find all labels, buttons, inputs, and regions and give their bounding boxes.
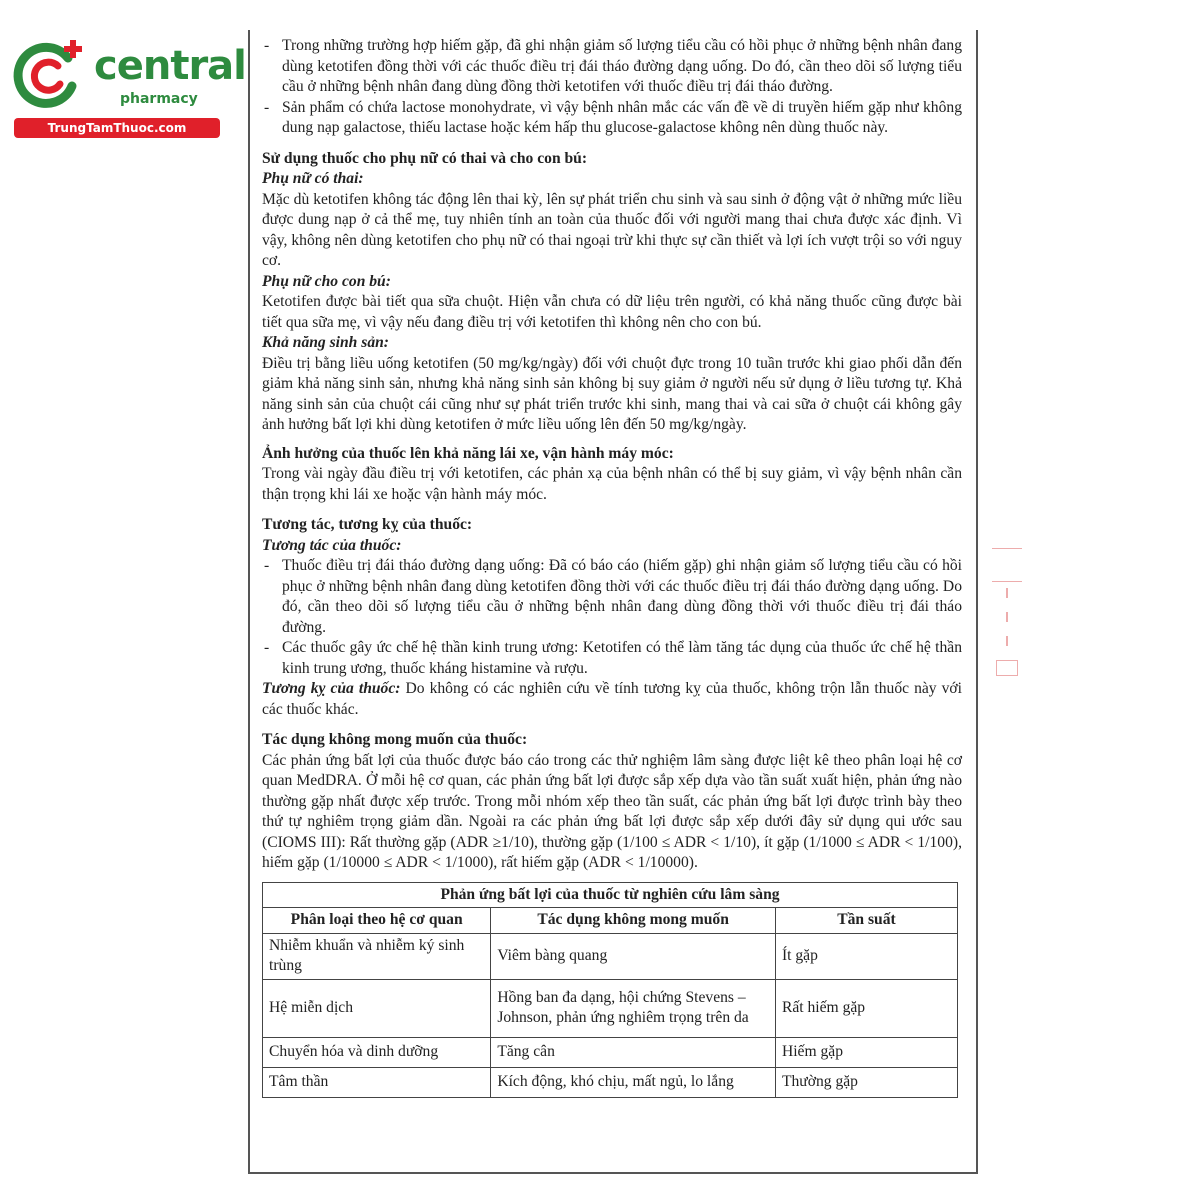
table-row	[263, 1067, 958, 1097]
table-row	[263, 1037, 958, 1067]
logo-name: central	[94, 43, 246, 89]
intro-bullet-list	[262, 36, 962, 139]
subheading-incompatibility: Tương kỵ của thuốc:	[262, 680, 401, 697]
table-row	[263, 933, 958, 979]
table-caption: Phản ứng bất lợi của thuốc từ nghiên cứu lâm sàng	[263, 882, 958, 908]
interaction-bullet-list	[262, 556, 962, 679]
table-cell: Thường gặp	[775, 1067, 957, 1097]
section-heading-driving: Ảnh hưởng của thuốc lên khả năng lái xe, vận hành máy móc:	[262, 444, 674, 462]
paragraph-incompatibility	[262, 679, 962, 720]
table-row	[263, 979, 958, 1037]
section-heading-adverse: Tác dụng không mong muốn của thuốc:	[262, 731, 528, 748]
logo-subtitle: pharmacy	[120, 91, 198, 107]
list-item: - Trong những trường hợp hiếm gặp, đã ghi nhận giảm số lượng tiểu cầu có hồi phục ở những bệnh nhân đang dùng ketotifen đồng thời với các thuốc điều trị đái tháo đường dạng uống. Do đó, cần theo dõi số lượng tiểu cầu ở những bệnh nhân đang dùng đồng thời ketotifen với thuốc điều trị đái tháo đường.	[262, 36, 962, 98]
document-page	[248, 30, 978, 1174]
table-cell: Viêm bàng quang	[491, 933, 776, 979]
incompatibility-text: Do không có các nghiên cứu về tính tương kỵ của thuốc, không trộn lẫn thuốc này với các thuốc khác.	[262, 680, 962, 718]
margin-stamp-mark	[992, 548, 1022, 708]
list-item: - Các thuốc gây ức chế hệ thần kinh trung ương: Ketotifen có thể làm tăng tác dụng của thuốc ức chế hệ thần kinh trung ương, thuốc kháng histamine và rượu.	[262, 638, 962, 679]
paragraph-adverse: Các phản ứng bất lợi của thuốc được báo cáo trong các thử nghiệm lâm sàng được liệt kê theo phân loại hệ cơ quan MedDRA. Ở mỗi hệ cơ quan, các phản ứng bất lợi được sắp xếp dựa vào tần suất xuất hiện, phản ứng nào thường gặp nhất được xếp trước. Trong mỗi nhóm xếp theo tần suất, các phản ứng bất lợi được trình bày theo thứ tự nghiêm trọng giảm dần. Ngoài ra các phản ứng bất lợi được sắp xếp dưới đây sử dụng qui ước sau (CIOMS III): Rất thường gặp (ADR ≥1/10), thường gặp (1/100 ≤ ADR < 1/10), ít gặp (1/1000 ≤ ADR < 1/100), hiếm gặp (1/10000 ≤ ADR < 1/1000), rất hiếm gặp (ADR < 1/10000).	[262, 751, 962, 871]
table-cell: Tăng cân	[491, 1037, 776, 1067]
section-heading-interactions: Tương tác, tương kỵ của thuốc:	[262, 516, 473, 533]
table-cell: Nhiễm khuẩn và nhiễm ký sinh trùng	[263, 933, 491, 979]
subheading-interaction: Tương tác của thuốc:	[262, 536, 402, 554]
paragraph-driving: Trong vài ngày đầu điều trị với ketotifen, các phản xạ của bệnh nhân có thể bị suy giảm, vì vậy bệnh nhân cần thận trọng khi lái xe hoặc vận hành máy móc.	[262, 465, 962, 503]
paragraph-pregnant: Mặc dù ketotifen không tác động lên thai kỳ, lên sự phát triển chu sinh và sau sinh ở động vật ở những mức liều được dung nạp ở cả thể mẹ, tuy nhiên tính an toàn của thuốc đối với người mang thai chưa được xác định. Vì vậy, không nên dùng ketotifen cho phụ nữ có thai ngoại trừ khi thực sự cần thiết và lợi ích vượt trội so với nguy cơ.	[262, 190, 962, 269]
list-item: - Thuốc điều trị đái tháo đường dạng uống: Đã có báo cáo (hiếm gặp) ghi nhận giảm số lượng tiểu cầu có hồi phục ở những bệnh nhân đang dùng ketotifen đồng thời với các thuốc điều trị đái tháo đường dạng uống. Do đó, cần theo dõi số lượng tiểu cầu ở những bệnh nhân đang dùng đồng thời với thuốc điều trị đái tháo đường.	[262, 556, 962, 638]
pharmacy-logo	[10, 36, 246, 136]
logo-url-banner: TrungTamThuoc.com	[14, 118, 220, 138]
subheading-lactation: Phụ nữ cho con bú:	[262, 272, 391, 290]
list-item: - Sản phẩm có chứa lactose monohydrate, vì vậy bệnh nhân mắc các vấn đề về di truyền hiếm gặp như không dung nạp galactose, thiếu lactase hoặc kém hấp thu glucose-galactose không nên dùng thuốc này.	[262, 98, 962, 139]
table-header: Tần suất	[775, 908, 957, 934]
table-cell: Hiếm gặp	[775, 1037, 957, 1067]
table-header: Tác dụng không mong muốn	[491, 908, 776, 934]
adverse-reactions-table	[262, 882, 958, 1098]
table-cell: Rất hiếm gặp	[775, 979, 957, 1037]
table-cell: Tâm thần	[263, 1067, 491, 1097]
section-heading-pregnancy: Sử dụng thuốc cho phụ nữ có thai và cho con bú:	[262, 149, 588, 167]
table-header: Phân loại theo hệ cơ quan	[263, 908, 491, 934]
table-cell: Chuyển hóa và dinh dưỡng	[263, 1037, 491, 1067]
paragraph-fertility: Điều trị bằng liều uống ketotifen (50 mg/kg/ngày) đối với chuột đực trong 10 tuần trước khi giao phối dẫn đến giảm khả năng sinh sản, nhưng khả năng sinh sản không bị suy giảm ở người nếu sử dụng ở liều tương tự. Khả năng sinh sản của chuột cái cũng như sự phát triển trước khi sinh, mang thai và cai sữa ở chuột cái không gây ảnh hưởng bất lợi khi dùng ketotifen ở mức liều uống lên đến 50 mg/kg/ngày.	[262, 354, 962, 433]
paragraph-lactation: Ketotifen được bài tiết qua sữa chuột. Hiện vẫn chưa có dữ liệu trên người, có khả năng thuốc cũng được bài tiết qua sữa mẹ, vì vậy nếu đang điều trị với ketotifen thì không nên cho con bú.	[262, 293, 962, 331]
central-pharmacy-logo-icon	[10, 36, 90, 116]
table-cell: Hồng ban đa dạng, hội chứng Stevens – Johnson, phản ứng nghiêm trọng trên da	[491, 979, 776, 1037]
subheading-pregnant: Phụ nữ có thai:	[262, 170, 364, 187]
table-cell: Kích động, khó chịu, mất ngủ, lo lắng	[491, 1067, 776, 1097]
table-cell: Ít gặp	[775, 933, 957, 979]
subheading-fertility: Khả năng sinh sản:	[262, 334, 389, 351]
table-cell: Hệ miễn dịch	[263, 979, 491, 1037]
